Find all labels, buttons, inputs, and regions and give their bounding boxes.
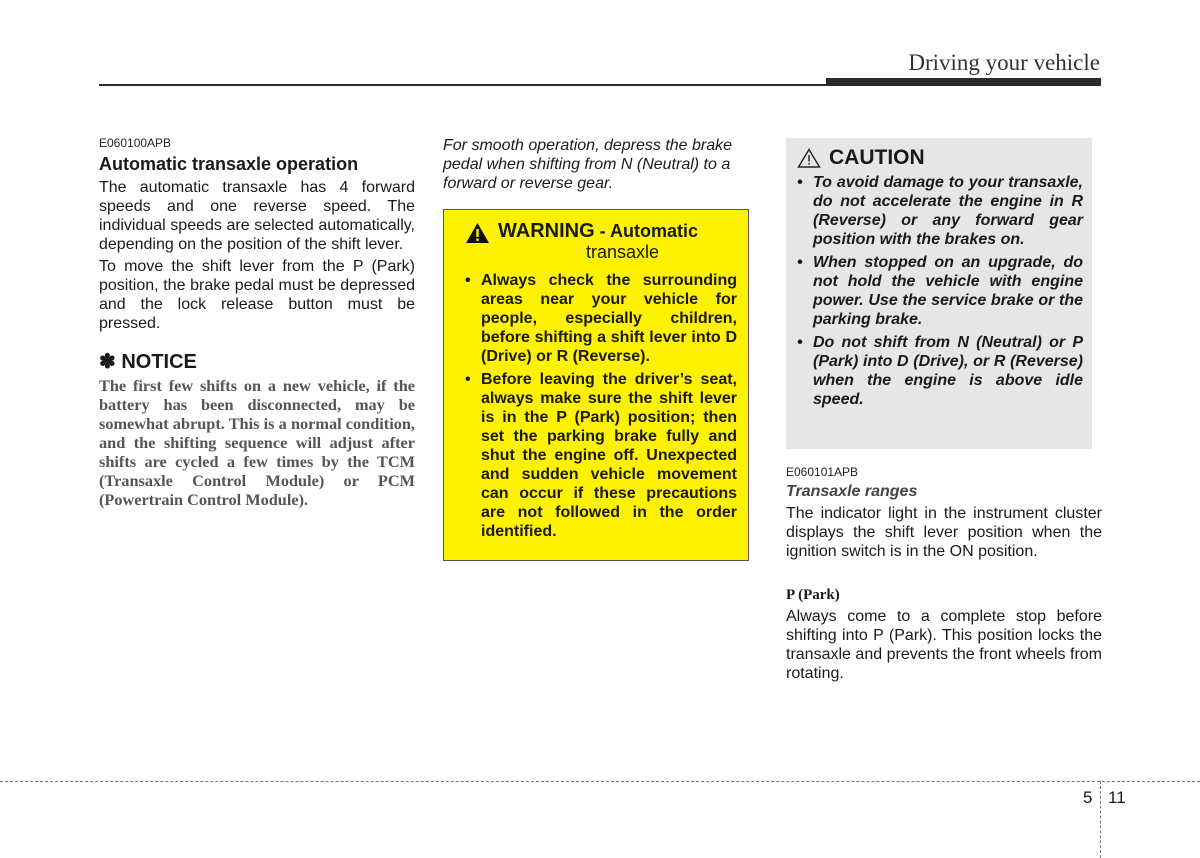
- section-code: E060101APB: [786, 465, 859, 479]
- paragraph: To move the shift lever from the P (Park) position, the brake pedal must be depressed and the lock release button must be pressed.: [99, 258, 415, 332]
- column-right-lower: [786, 465, 1102, 686]
- warning-subtitle: - Automatic: [594, 221, 699, 241]
- warning-item: • Always check the surrounding areas near your vehicle for people, especially children, before shifting a shift lever into D (Drive) or R (Reverse).: [465, 272, 737, 365]
- caution-item: • When stopped on an upgrade, do not hold the vehicle with engine power. Use the service brake or the parking brake.: [797, 254, 1083, 328]
- notice-body: The first few shifts on a new vehicle, if the battery has been disconnected, may be somewhat abrupt. This is a normal condition, and the shifting sequence will adjust after shifts are cycled a few times by the TCM (Transaxle Control Module) or PCM (Powertrain Control Module).: [99, 376, 415, 509]
- column-left: [99, 136, 415, 509]
- running-header: Driving your vehicle: [908, 50, 1100, 75]
- paragraph-intro: For smooth operation, depress the brake pedal when shifting from N (Neutral) to a forward or reverse gear.: [443, 137, 733, 192]
- subsection-heading: Transaxle ranges: [786, 483, 918, 500]
- park-heading: P (Park): [786, 587, 840, 603]
- section-heading: Automatic transaxle operation: [99, 154, 359, 174]
- footer-rule: [0, 781, 1200, 782]
- page-number: 11: [1108, 788, 1126, 807]
- caution-label: CAUTION: [829, 146, 925, 169]
- section-code: E060100APB: [99, 136, 172, 150]
- chapter-number: 5: [1083, 788, 1093, 807]
- warning-triangle-icon: [465, 222, 490, 244]
- caution-triangle-icon: [797, 148, 821, 168]
- header-rule-accent: [826, 78, 1101, 86]
- footer-divider: [1100, 781, 1101, 858]
- paragraph: The automatic transaxle has 4 forward speeds and one reverse speed. The individual speeds are selected automatically, depending on the position of the shift lever.: [99, 179, 415, 253]
- notice-heading: ✽ NOTICE: [99, 351, 197, 373]
- warning-item: • Before leaving the driver’s seat, always make sure the shift lever is in the P (Park) position; then set the parking brake fully and shut the engine off. Unexpected and sudden vehicle movement can occur if these precautions are not followed in the order identified.: [465, 371, 737, 540]
- header-rule: [99, 84, 829, 86]
- column-middle: [443, 136, 759, 193]
- warning-box: [443, 209, 749, 561]
- caution-box: [786, 138, 1092, 449]
- paragraph: Always come to a complete stop before shifting into P (Park). This position locks the transaxle and prevents the front wheels from rotating.: [786, 608, 1102, 682]
- warning-label: WARNING: [498, 220, 595, 242]
- caution-header: [797, 146, 1083, 170]
- caution-item: • Do not shift from N (Neutral) or P (Park) into D (Drive), or R (Reverse) when the engine is above idle speed.: [797, 334, 1083, 408]
- warning-list: [465, 271, 737, 541]
- warning-subtitle-line2: transaxle: [586, 242, 660, 262]
- warning-header: [465, 220, 737, 244]
- paragraph: The indicator light in the instrument cluster displays the shift lever position when the ignition switch is in the ON position.: [786, 505, 1102, 560]
- caution-list: [797, 173, 1083, 409]
- caution-item: • To avoid damage to your transaxle, do not accelerate the engine in R (Reverse) or any forward gear position with the brakes on.: [797, 174, 1083, 248]
